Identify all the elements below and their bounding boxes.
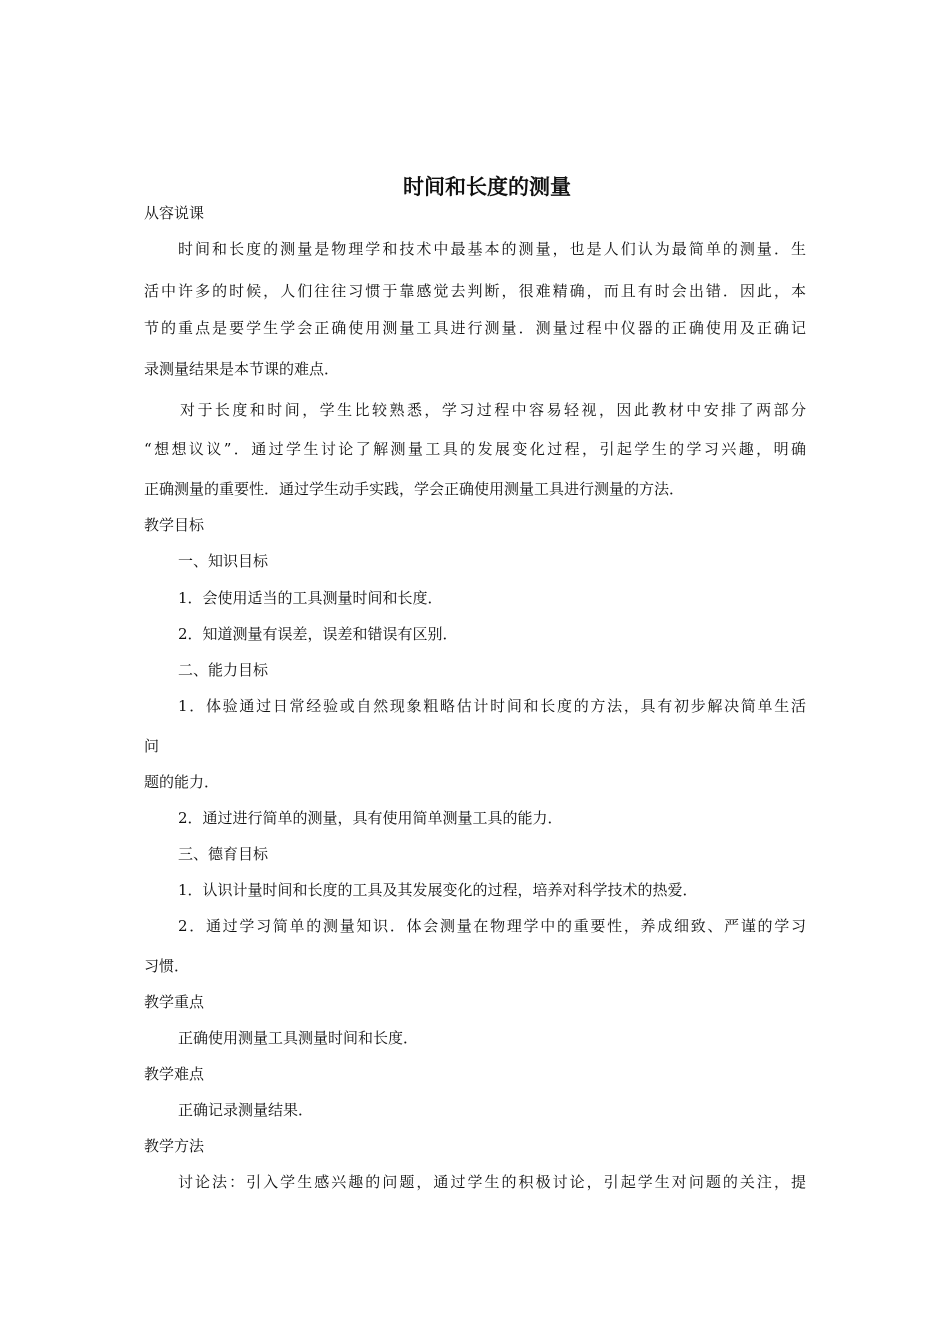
paragraph-line: 节的重点是要学生学会正确使用测量工具进行测量．测量过程中仪器的正确使用及正确记 — [144, 319, 806, 337]
paragraph-line: 正确使用测量工具测量时间和长度． — [178, 1029, 419, 1047]
paragraph-line: 正确测量的重要性．通过学生动手实践，学会正确使用测量工具进行测量的方法． — [144, 480, 685, 498]
section-heading-shuoke: 从容说课 — [144, 204, 205, 222]
list-item: 2．通过学习简单的测量知识．体会测量在物理学中的重要性，养成细致、严谨的学习 — [178, 917, 806, 935]
section-heading-method: 教学方法 — [144, 1137, 205, 1155]
paragraph-line: 讨论法：引入学生感兴趣的问题，通过学生的积极讨论，引起学生对问题的关注，提 — [178, 1173, 806, 1191]
paragraph-line: 时间和长度的测量是物理学和技术中最基本的测量，也是人们认为最简单的测量．生 — [178, 240, 806, 258]
section-heading-key-point: 教学重点 — [144, 993, 205, 1011]
paragraph-line: 对于长度和时间，学生比较熟悉，学习过程中容易轻视，因此教材中安排了两部分 — [180, 401, 806, 419]
list-item: 1．认识计量时间和长度的工具及其发展变化的过程，培养对科学技术的热爱． — [178, 881, 698, 899]
paragraph-line: 活中许多的时候，人们往往习惯于靠感觉去判断，很难精确，而且有时会出错．因此，本 — [144, 282, 806, 300]
list-item-continuation: 题的能力． — [144, 773, 220, 791]
document-title: 时间和长度的测量 — [403, 175, 571, 199]
paragraph-line: 正确记录测量结果． — [178, 1101, 314, 1119]
list-item-continuation: 习惯． — [144, 957, 190, 975]
paragraph-line: “想想议议”．通过学生讨论了解测量工具的发展变化过程，引起学生的学习兴趣，明确 — [144, 440, 806, 458]
subheading-knowledge: 一、知识目标 — [178, 552, 269, 570]
subheading-ability: 二、能力目标 — [178, 661, 269, 679]
list-item-continuation: 问 — [144, 737, 160, 755]
section-heading-difficulty: 教学难点 — [144, 1065, 205, 1083]
section-heading-objectives: 教学目标 — [144, 516, 205, 534]
subheading-moral: 三、德育目标 — [178, 845, 269, 863]
list-item: 2．通过进行简单的测量，具有使用简单测量工具的能力． — [178, 809, 563, 827]
paragraph-line: 录测量结果是本节课的难点． — [144, 360, 340, 378]
list-item: 1．会使用适当的工具测量时间和长度． — [178, 589, 443, 607]
list-item: 1．体验通过日常经验或自然现象粗略估计时间和长度的方法，具有初步解决简单生活 — [178, 697, 806, 715]
list-item: 2．知道测量有误差，误差和错误有区别． — [178, 625, 458, 643]
